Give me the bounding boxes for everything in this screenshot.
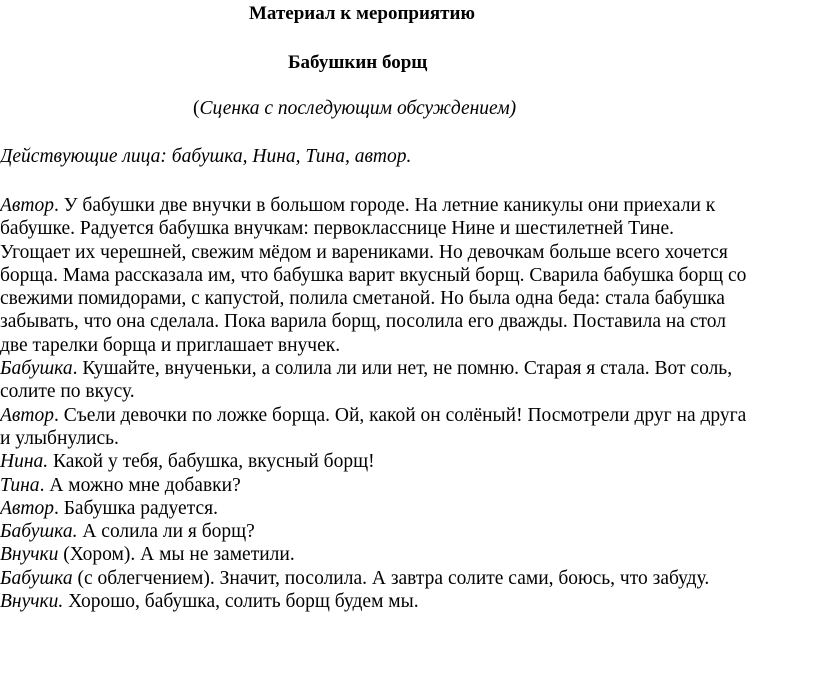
text-line [0,404,816,427]
line-text: . Съели девочки по ложке борща. Ой, какой он солёный! Посмотрели друг на друга [53,404,747,426]
speaker-name: Нина. [0,451,49,473]
text-line [0,380,816,403]
line-text: А солила ли я борщ? [77,521,255,543]
speaker-name: Тина [0,474,40,496]
speaker-name: Внучки [0,544,59,566]
text-line [0,194,816,217]
text-line [0,241,816,264]
line-text: солите по вкусу. [0,381,135,403]
document-subnote [193,98,516,120]
document-subtitle: Бабушкин борщ [288,52,428,73]
line-text: (Хором). А мы не заметили. [58,544,295,566]
line-text: . Кушайте, внученьки, а солила ли или нет, не помню. Старая я стала. Вот соль, [72,358,733,380]
line-text: свежими помидорами, с капустой, полила сметаной. Но была одна беда: стала бабушка [0,288,725,310]
line-text: . А можно мне добавки? [39,474,241,496]
text-line [0,264,816,287]
text-line [0,310,816,333]
subnote-italic: Сценка с последующим обсуждением) [199,98,517,119]
text-line [0,217,816,240]
text-line [0,334,816,357]
speaker-name: Автор [0,404,54,426]
speaker-name: Внучки. [0,591,64,613]
line-text: забывать, что она сделала. Пока варила борщ, посолила его дважды. Поставила на стол [0,311,726,333]
scene-body [0,194,816,613]
line-text: борща. Мама рассказала им, что бабушка варит вкусный борщ. Сварила бабушка борщ со [0,264,747,286]
text-line [0,567,816,590]
text-line [0,427,816,450]
cast-list: Действующие лица: бабушка, Нина, Тина, автор. [0,146,412,167]
line-text: и улыбнулись. [0,427,119,449]
line-text: . Бабушка радуется. [53,497,218,519]
line-text: . У бабушки две внучки в большом городе. На летние каникулы они приехали к [53,195,716,216]
text-line [0,474,816,497]
text-line [0,520,816,543]
line-text: бабушке. Радуется бабушка внучкам: первокласснице Нине и шестилетней Тине. [0,218,675,240]
text-line [0,287,816,310]
text-line [0,543,816,566]
speaker-name: Бабушка. [0,521,78,543]
text-line [0,450,816,473]
text-line [0,357,816,380]
speaker-name: Автор [0,195,54,216]
speaker-name: Бабушка [0,567,73,589]
line-text: Угощает их черешней, свежим мёдом и варениками. Но девочкам больше всего хочется [0,241,728,263]
line-text: (с облегчением). Значит, посолила. А завтра солите сами, боюсь, что забуду. [72,567,710,589]
speaker-name: Бабушка [0,358,73,380]
line-text: Какой у тебя, бабушка, вкусный борщ! [48,451,375,473]
text-line [0,497,816,520]
speaker-name: Автор [0,497,54,519]
subnote-open: ( [193,98,200,119]
line-text: две тарелки борща и приглашает внучек. [0,334,341,356]
text-line [0,590,816,613]
line-text: Хорошо, бабушка, солить борщ будем мы. [63,591,419,613]
document-title: Материал к мероприятию [249,3,475,24]
